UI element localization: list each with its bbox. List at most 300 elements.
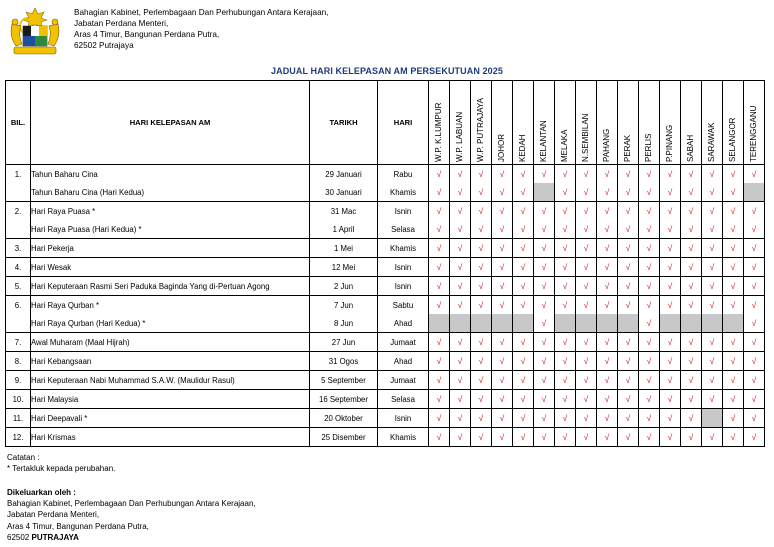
holiday-name: Hari Malaysia [31,390,310,409]
holiday-date: 31 Mac [310,202,378,221]
check-mark: √ [555,371,576,390]
check-mark: √ [681,202,702,221]
check-mark: √ [534,352,555,371]
not-holiday-cell [618,314,639,333]
check-mark: √ [660,352,681,371]
check-mark: √ [513,409,534,428]
holiday-name: Hari Wesak [31,258,310,277]
check-mark: √ [492,296,513,315]
check-mark: √ [744,165,765,184]
postcode: 62502 [7,532,30,542]
check-mark: √ [723,239,744,258]
check-mark: √ [450,220,471,239]
check-mark: √ [702,428,723,447]
check-mark: √ [744,390,765,409]
row-number: 8. [6,352,31,371]
table-row [6,239,765,258]
check-mark: √ [576,277,597,296]
table-row [6,352,765,371]
check-mark: √ [681,371,702,390]
check-mark: √ [681,183,702,202]
check-mark: √ [639,333,660,352]
check-mark: √ [513,165,534,184]
check-mark: √ [702,390,723,409]
holiday-name: Hari Raya Qurban * [31,296,310,315]
table-row [6,390,765,409]
table-row [6,220,765,239]
check-mark: √ [429,183,450,202]
holiday-date: 5 September [310,371,378,390]
check-mark: √ [618,428,639,447]
check-mark: √ [450,333,471,352]
col-header-holiday: HARI KELEPASAN AM [31,81,310,165]
check-mark: √ [681,239,702,258]
table-row [6,277,765,296]
check-mark: √ [744,333,765,352]
check-mark: √ [471,277,492,296]
address-line: Bahagian Kabinet, Perlembagaan Dan Perhubungan Antara Kerajaan, [74,8,329,17]
col-header-day: HARI [378,81,429,165]
col-header-state [513,81,534,165]
holiday-day: Jumaat [378,333,429,352]
check-mark: √ [492,220,513,239]
check-mark: √ [660,390,681,409]
check-mark: √ [723,258,744,277]
issued-by [7,487,256,543]
not-holiday-cell [702,314,723,333]
check-mark: √ [723,202,744,221]
not-holiday-cell [576,314,597,333]
col-header-state [639,81,660,165]
not-holiday-cell [660,314,681,333]
row-number: 12. [6,428,31,447]
check-mark: √ [723,296,744,315]
check-mark: √ [639,409,660,428]
check-mark: √ [492,239,513,258]
check-mark: √ [639,277,660,296]
check-mark: √ [534,333,555,352]
check-mark: √ [576,390,597,409]
holiday-name: Hari Keputeraan Nabi Muhammad S.A.W. (Maulidur Rasul) [31,371,310,390]
check-mark: √ [597,183,618,202]
check-mark: √ [555,390,576,409]
check-mark: √ [639,428,660,447]
check-mark: √ [660,165,681,184]
check-mark: √ [450,428,471,447]
check-mark: √ [534,390,555,409]
holiday-name: Awal Muharam (Maal Hijrah) [31,333,310,352]
check-mark: √ [429,333,450,352]
col-header-state [492,81,513,165]
check-mark: √ [660,296,681,315]
state-label: W.P. K.LUMPUR [434,102,443,162]
state-label: PAHANG [602,128,611,162]
not-holiday-cell [429,314,450,333]
holiday-day: Khamis [378,239,429,258]
check-mark: √ [471,220,492,239]
state-label: KEDAH [518,133,527,162]
check-mark: √ [492,371,513,390]
check-mark: √ [513,183,534,202]
not-holiday-cell [597,314,618,333]
holiday-day: Ahad [378,314,429,333]
check-mark: √ [723,333,744,352]
not-holiday-cell [471,314,492,333]
check-mark: √ [429,220,450,239]
check-mark: √ [618,258,639,277]
check-mark: √ [639,220,660,239]
check-mark: √ [681,428,702,447]
holiday-name: Tahun Baharu Cina (Hari Kedua) [31,183,310,202]
check-mark: √ [492,258,513,277]
check-mark: √ [513,352,534,371]
check-mark: √ [597,352,618,371]
check-mark: √ [723,165,744,184]
check-mark: √ [534,314,555,333]
col-header-bil: BIL. [6,81,31,165]
not-holiday-cell [450,314,471,333]
col-header-state [534,81,555,165]
check-mark: √ [471,428,492,447]
check-mark: √ [702,183,723,202]
check-mark: √ [576,165,597,184]
check-mark: √ [744,352,765,371]
check-mark: √ [618,333,639,352]
check-mark: √ [744,277,765,296]
row-number [6,220,31,239]
check-mark: √ [450,409,471,428]
holiday-day: Isnin [378,409,429,428]
col-header-state [429,81,450,165]
check-mark: √ [597,165,618,184]
check-mark: √ [702,296,723,315]
not-holiday-cell [513,314,534,333]
check-mark: √ [660,202,681,221]
check-mark: √ [723,428,744,447]
table-row [6,258,765,277]
check-mark: √ [618,352,639,371]
col-header-state [450,81,471,165]
table-row [6,183,765,202]
check-mark: √ [744,220,765,239]
check-mark: √ [471,202,492,221]
check-mark: √ [681,409,702,428]
holiday-date: 1 April [310,220,378,239]
check-mark: √ [492,165,513,184]
holiday-day: Selasa [378,220,429,239]
check-mark: √ [723,277,744,296]
not-holiday-cell [492,314,513,333]
holiday-name: Hari Keputeraan Rasmi Seri Paduka Baginda Yang di-Pertuan Agong [31,277,310,296]
col-header-state [681,81,702,165]
check-mark: √ [555,183,576,202]
check-mark: √ [639,258,660,277]
row-number: 1. [6,165,31,184]
check-mark: √ [576,239,597,258]
check-mark: √ [744,314,765,333]
notes-item: * Tertakluk kepada perubahan. [7,464,116,473]
check-mark: √ [471,390,492,409]
check-mark: √ [513,390,534,409]
state-label: SELANGOR [728,117,737,162]
table-row [6,371,765,390]
check-mark: √ [702,352,723,371]
check-mark: √ [702,277,723,296]
check-mark: √ [513,296,534,315]
check-mark: √ [429,428,450,447]
check-mark: √ [681,390,702,409]
table-row [6,165,765,184]
check-mark: √ [555,220,576,239]
check-mark: √ [744,409,765,428]
check-mark: √ [744,202,765,221]
holiday-name: Hari Krismas [31,428,310,447]
not-holiday-cell [681,314,702,333]
check-mark: √ [681,220,702,239]
row-number [6,183,31,202]
check-mark: √ [513,371,534,390]
check-mark: √ [660,220,681,239]
check-mark: √ [597,428,618,447]
check-mark: √ [618,239,639,258]
check-mark: √ [597,277,618,296]
check-mark: √ [492,333,513,352]
check-mark: √ [429,390,450,409]
check-mark: √ [660,277,681,296]
check-mark: √ [681,352,702,371]
check-mark: √ [597,258,618,277]
check-mark: √ [471,165,492,184]
check-mark: √ [702,165,723,184]
state-label: W.P. PUTRAJAYA [476,97,485,162]
check-mark: √ [429,296,450,315]
col-header-date: TARIKH [310,81,378,165]
holiday-date: 30 Januari [310,183,378,202]
check-mark: √ [492,390,513,409]
check-mark: √ [660,409,681,428]
state-label: MELAKA [560,129,569,162]
check-mark: √ [639,239,660,258]
check-mark: √ [681,296,702,315]
check-mark: √ [744,296,765,315]
check-mark: √ [555,296,576,315]
check-mark: √ [450,390,471,409]
col-header-state [723,81,744,165]
row-number: 5. [6,277,31,296]
holiday-name: Hari Pekerja [31,239,310,258]
city: PUTRAJAYA [31,532,79,542]
check-mark: √ [576,258,597,277]
check-mark: √ [534,165,555,184]
table-row [6,333,765,352]
check-mark: √ [450,202,471,221]
not-holiday-cell [534,183,555,202]
check-mark: √ [660,333,681,352]
check-mark: √ [702,371,723,390]
malaysia-coat-of-arms-icon [6,6,64,58]
check-mark: √ [597,390,618,409]
state-label: SARAWAK [707,122,716,162]
holiday-date: 27 Jun [310,333,378,352]
holiday-date: 7 Jun [310,296,378,315]
check-mark: √ [471,352,492,371]
check-mark: √ [639,390,660,409]
state-label: PERLIS [644,133,653,162]
check-mark: √ [660,258,681,277]
holiday-date: 20 Oktober [310,409,378,428]
check-mark: √ [513,220,534,239]
holiday-day: Isnin [378,258,429,277]
check-mark: √ [450,352,471,371]
check-mark: √ [723,371,744,390]
check-mark: √ [429,409,450,428]
check-mark: √ [555,352,576,371]
issued-by-line: Aras 4 Timur, Bangunan Perdana Putra, [7,521,149,531]
holiday-date: 12 Mei [310,258,378,277]
col-header-state [618,81,639,165]
issued-by-city-line [7,532,256,543]
check-mark: √ [429,352,450,371]
state-label: SABAH [686,134,695,162]
check-mark: √ [723,220,744,239]
state-label: TERENGGANU [749,105,758,162]
check-mark: √ [471,239,492,258]
table-row [6,314,765,333]
row-number: 2. [6,202,31,221]
check-mark: √ [639,165,660,184]
check-mark: √ [681,165,702,184]
check-mark: √ [597,220,618,239]
holiday-name: Tahun Baharu Cina [31,165,310,184]
address-line: Aras 4 Timur, Bangunan Perdana Putra, [74,30,220,39]
table-row [6,202,765,221]
check-mark: √ [471,333,492,352]
check-mark: √ [534,258,555,277]
state-label: KELANTAN [539,119,548,162]
check-mark: √ [450,165,471,184]
check-mark: √ [555,333,576,352]
holiday-date: 31 Ogos [310,352,378,371]
check-mark: √ [555,428,576,447]
col-header-state [702,81,723,165]
check-mark: √ [513,428,534,447]
check-mark: √ [618,409,639,428]
check-mark: √ [450,371,471,390]
check-mark: √ [534,409,555,428]
check-mark: √ [555,409,576,428]
check-mark: √ [660,239,681,258]
check-mark: √ [618,220,639,239]
not-holiday-cell [723,314,744,333]
holiday-date: 1 Mei [310,239,378,258]
check-mark: √ [723,183,744,202]
check-mark: √ [618,183,639,202]
check-mark: √ [534,220,555,239]
row-number: 6. [6,296,31,315]
check-mark: √ [576,296,597,315]
check-mark: √ [555,277,576,296]
not-holiday-cell [555,314,576,333]
check-mark: √ [513,202,534,221]
holiday-name: Hari Deepavali * [31,409,310,428]
holiday-name: Hari Raya Qurban (Hari Kedua) * [31,314,310,333]
check-mark: √ [597,296,618,315]
check-mark: √ [471,183,492,202]
check-mark: √ [702,202,723,221]
check-mark: √ [492,428,513,447]
address-line: Jabatan Perdana Menteri, [74,19,169,28]
check-mark: √ [744,371,765,390]
check-mark: √ [429,165,450,184]
check-mark: √ [576,202,597,221]
check-mark: √ [450,183,471,202]
check-mark: √ [555,239,576,258]
check-mark: √ [681,277,702,296]
holiday-day: Ahad [378,352,429,371]
check-mark: √ [618,165,639,184]
check-mark: √ [618,277,639,296]
check-mark: √ [513,239,534,258]
table-row [6,409,765,428]
holiday-table [5,80,765,447]
check-mark: √ [744,258,765,277]
check-mark: √ [681,258,702,277]
issued-by-label: Dikeluarkan oleh : [7,488,76,497]
check-mark: √ [576,371,597,390]
check-mark: √ [702,333,723,352]
check-mark: √ [513,333,534,352]
check-mark: √ [660,371,681,390]
check-mark: √ [534,277,555,296]
check-mark: √ [471,409,492,428]
holiday-day: Selasa [378,390,429,409]
check-mark: √ [702,220,723,239]
row-number: 10. [6,390,31,409]
check-mark: √ [639,296,660,315]
check-mark: √ [429,202,450,221]
check-mark: √ [429,258,450,277]
not-holiday-cell [702,409,723,428]
check-mark: √ [618,371,639,390]
row-number [6,314,31,333]
notes-label: Catatan : [7,453,40,462]
issued-by-line: Jabatan Perdana Menteri, [7,510,100,520]
holiday-date: 8 Jun [310,314,378,333]
table-row [6,296,765,315]
check-mark: √ [492,183,513,202]
check-mark: √ [555,202,576,221]
holiday-date: 25 Disember [310,428,378,447]
check-mark: √ [450,239,471,258]
document-title: JADUAL HARI KELEPASAN AM PERSEKUTUAN 2025 [271,66,503,76]
check-mark: √ [660,428,681,447]
check-mark: √ [471,258,492,277]
holiday-name: Hari Raya Puasa * [31,202,310,221]
letterhead [6,6,526,58]
check-mark: √ [492,277,513,296]
address-line: 62502 Putrajaya [74,41,134,50]
check-mark: √ [471,296,492,315]
check-mark: √ [618,390,639,409]
check-mark: √ [513,277,534,296]
row-number: 7. [6,333,31,352]
check-mark: √ [429,239,450,258]
check-mark: √ [576,333,597,352]
col-header-state [555,81,576,165]
row-number: 11. [6,409,31,428]
check-mark: √ [555,258,576,277]
check-mark: √ [639,183,660,202]
